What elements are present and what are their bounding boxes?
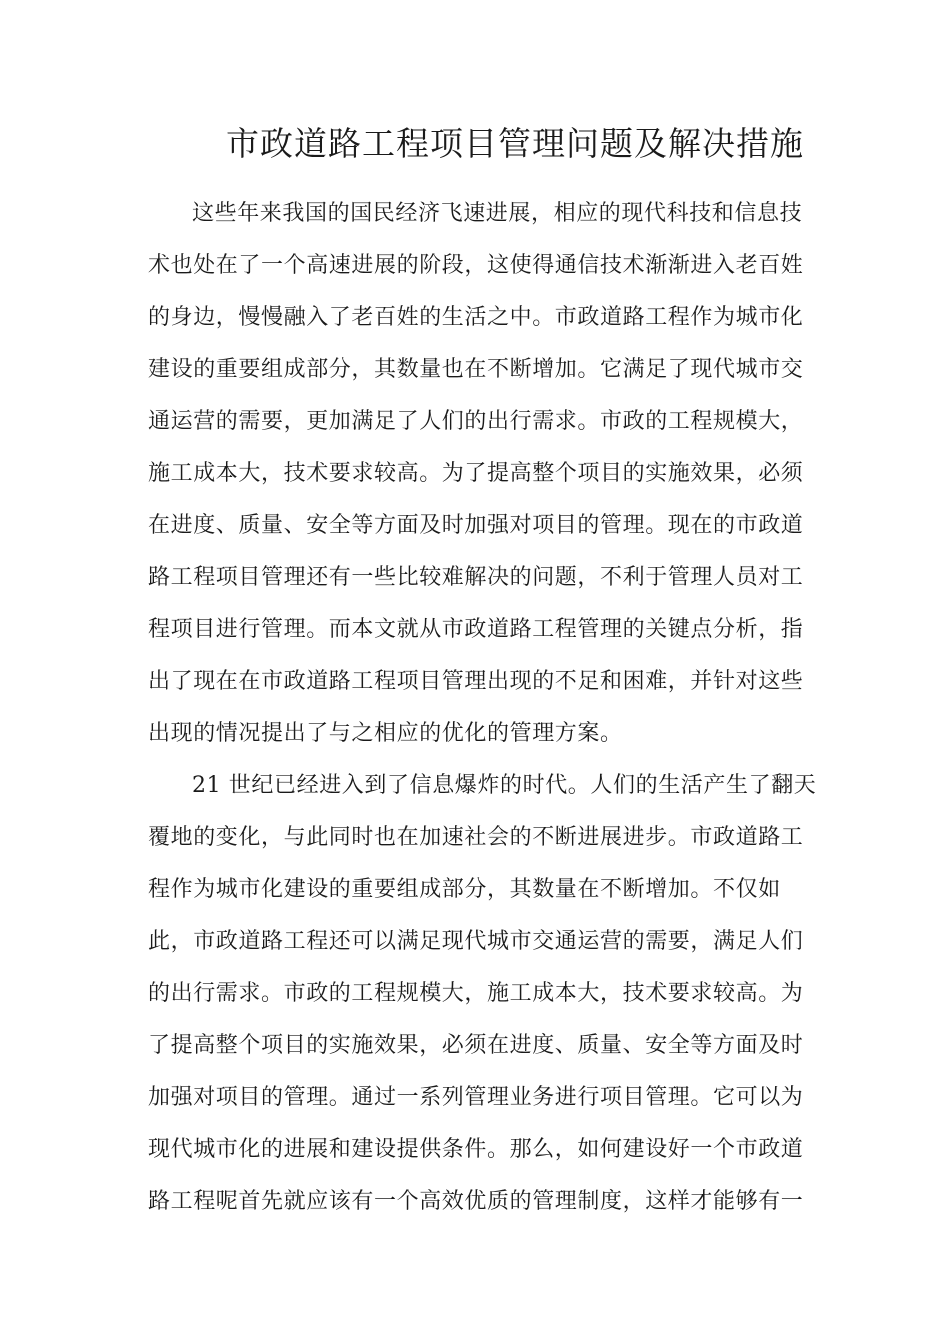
paragraph-line: 此，市政道路工程还可以满足现代城市交通运营的需要，满足人们 [148, 929, 804, 954]
paragraph-line: 覆地的变化，与此同时也在加速社会的不断进展进步。市政道路工 [148, 825, 804, 850]
paragraph-line: 建设的重要组成部分，其数量也在不断增加。它满足了现代城市交 [148, 357, 804, 382]
paragraph-line: 术也处在了一个高速进展的阶段，这使得通信技术渐渐进入老百姓 [148, 253, 804, 278]
document-title: 市政道路工程项目管理问题及解决措施 [226, 124, 804, 163]
paragraph-line: 加强对项目的管理。通过一系列管理业务进行项目管理。它可以为 [148, 1085, 804, 1110]
paragraph-line: 路工程呢首先就应该有一个高效优质的管理制度，这样才能够有一 [148, 1189, 804, 1214]
paragraph-line: 程项目进行管理。而本文就从市政道路工程管理的关键点分析，指 [148, 617, 804, 642]
paragraph-line: 路工程项目管理还有一些比较难解决的问题，不利于管理人员对工 [148, 565, 804, 590]
paragraph-line: 程作为城市化建设的重要组成部分，其数量在不断增加。不仅如 [148, 877, 781, 902]
paragraph-2 [148, 760, 817, 1228]
paragraph-line: 21 世纪已经进入到了信息爆炸的时代。人们的生活产生了翻天 [192, 773, 817, 798]
paragraph-1 [148, 188, 808, 760]
paragraph-line: 出了现在在市政道路工程项目管理出现的不足和困难，并针对这些 [148, 669, 804, 694]
paragraph-line: 通运营的需要，更加满足了人们的出行需求。市政的工程规模大， [148, 409, 804, 434]
paragraph-line: 这些年来我国的国民经济飞速进展，相应的现代科技和信息技 [192, 201, 803, 226]
paragraph-line: 现代城市化的进展和建设提供条件。那么，如何建设好一个市政道 [148, 1137, 804, 1162]
paragraph-line: 的身边，慢慢融入了老百姓的生活之中。市政道路工程作为城市化 [148, 305, 804, 330]
paragraph-line: 的出行需求。市政的工程规模大，施工成本大，技术要求较高。为 [148, 981, 804, 1006]
paragraph-line: 出现的情况提出了与之相应的优化的管理方案。 [148, 721, 623, 746]
paragraph-line: 了提高整个项目的实施效果，必须在进度、质量、安全等方面及时 [148, 1033, 804, 1058]
paragraph-line: 施工成本大，技术要求较高。为了提高整个项目的实施效果，必须 [148, 461, 804, 486]
paragraph-line: 在进度、质量、安全等方面及时加强对项目的管理。现在的市政道 [148, 513, 804, 538]
